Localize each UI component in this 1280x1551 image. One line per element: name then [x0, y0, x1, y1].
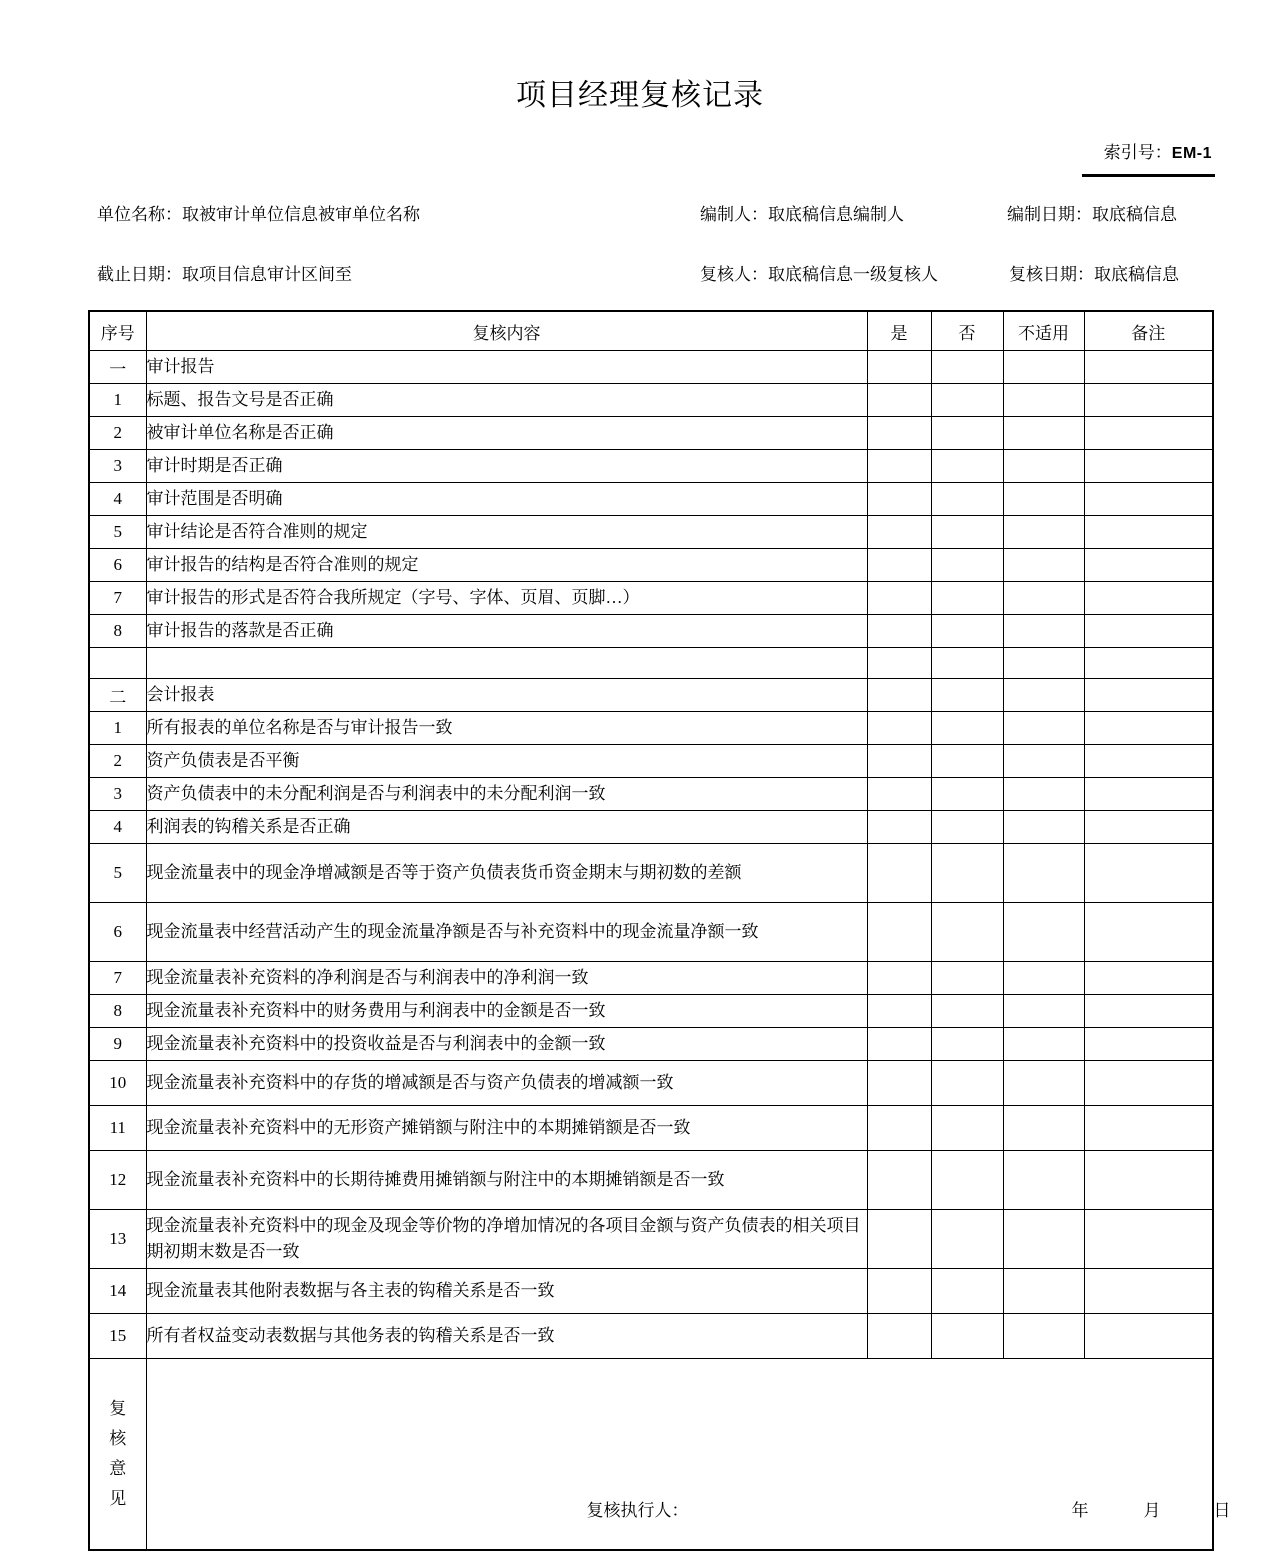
cell-yes[interactable]	[867, 1151, 931, 1210]
table-row	[89, 1106, 1213, 1151]
cell-yes[interactable]	[867, 962, 931, 995]
row-content: 标题、报告文号是否正确	[146, 384, 867, 417]
row-number: 3	[89, 450, 146, 483]
cell-yes[interactable]	[867, 679, 931, 712]
cell-yes[interactable]	[867, 450, 931, 483]
cell-remark[interactable]	[1084, 679, 1213, 712]
cell-remark[interactable]	[1084, 351, 1213, 384]
cell-remark[interactable]	[1084, 483, 1213, 516]
cell-remark[interactable]	[1084, 1210, 1213, 1269]
row-number: 13	[89, 1210, 146, 1269]
cell-no[interactable]	[931, 417, 1003, 450]
table-row	[89, 615, 1213, 648]
row-content	[146, 648, 867, 679]
header-na: 不适用	[1003, 311, 1084, 351]
cell-no[interactable]	[931, 483, 1003, 516]
row-number: 7	[89, 582, 146, 615]
opinion-label-char: 复	[109, 1399, 127, 1418]
cell-no[interactable]	[931, 648, 1003, 679]
table-row	[89, 745, 1213, 778]
row-number: 二	[89, 679, 146, 712]
cell-no[interactable]	[931, 712, 1003, 745]
cell-na[interactable]	[1003, 712, 1084, 745]
row-number: 9	[89, 1028, 146, 1061]
row-number: 7	[89, 962, 146, 995]
table-row	[89, 384, 1213, 417]
row-content: 被审计单位名称是否正确	[146, 417, 867, 450]
cell-yes[interactable]	[867, 745, 931, 778]
row-content: 现金流量表其他附表数据与各主表的钩稽关系是否一致	[146, 1269, 867, 1314]
cell-na[interactable]	[1003, 995, 1084, 1028]
cell-remark[interactable]	[1084, 745, 1213, 778]
cell-remark[interactable]	[1084, 1061, 1213, 1106]
cell-na[interactable]	[1003, 903, 1084, 962]
cell-na[interactable]	[1003, 1028, 1084, 1061]
cell-yes[interactable]	[867, 417, 931, 450]
cell-no[interactable]	[931, 811, 1003, 844]
table-row	[89, 582, 1213, 615]
row-content: 审计时期是否正确	[146, 450, 867, 483]
cell-na[interactable]	[1003, 679, 1084, 712]
month-label: 月	[1143, 1501, 1161, 1520]
deadline-date-field: 截止日期：取项目信息审计区间至	[97, 265, 352, 284]
table-row	[89, 483, 1213, 516]
row-number: 4	[89, 811, 146, 844]
cell-yes[interactable]	[867, 1269, 931, 1314]
opinion-row	[89, 1359, 1213, 1551]
cell-no[interactable]	[931, 1151, 1003, 1210]
row-content: 现金流量表中的现金净增减额是否等于资产负债表货币资金期末与期初数的差额	[146, 844, 867, 903]
table-row	[89, 903, 1213, 962]
opinion-label	[109, 1394, 126, 1514]
cell-remark[interactable]	[1084, 1151, 1213, 1210]
cell-yes[interactable]	[867, 549, 931, 582]
table-row	[89, 450, 1213, 483]
table-row	[89, 844, 1213, 903]
index-underline	[1082, 174, 1215, 177]
header-no: 序号	[89, 311, 146, 351]
cell-remark[interactable]	[1084, 549, 1213, 582]
cell-yes[interactable]	[867, 1028, 931, 1061]
table-row	[89, 516, 1213, 549]
cell-yes[interactable]	[867, 1314, 931, 1359]
header-yes: 是	[867, 311, 931, 351]
cell-remark[interactable]	[1084, 903, 1213, 962]
table-row	[89, 1269, 1213, 1314]
cell-na[interactable]	[1003, 417, 1084, 450]
row-number	[89, 648, 146, 679]
row-number: 4	[89, 483, 146, 516]
cell-remark[interactable]	[1084, 712, 1213, 745]
table-row	[89, 417, 1213, 450]
cell-no[interactable]	[931, 582, 1003, 615]
row-number: 5	[89, 516, 146, 549]
row-content: 现金流量表补充资料中的无形资产摊销额与附注中的本期摊销额是否一致	[146, 1106, 867, 1151]
row-content: 审计结论是否符合准则的规定	[146, 516, 867, 549]
opinion-label-char: 核	[109, 1429, 127, 1448]
cell-na[interactable]	[1003, 1151, 1084, 1210]
opinion-content-cell[interactable]	[146, 1359, 1231, 1551]
cell-na[interactable]	[1003, 745, 1084, 778]
review-date-field: 复核日期：取底稿信息	[1009, 265, 1179, 284]
cell-remark[interactable]	[1084, 1106, 1213, 1151]
table-header-row	[89, 311, 1213, 351]
opinion-label-char: 意	[109, 1459, 127, 1478]
cell-na[interactable]	[1003, 483, 1084, 516]
row-number: 2	[89, 417, 146, 450]
cell-no[interactable]	[931, 1210, 1003, 1269]
cell-remark[interactable]	[1084, 384, 1213, 417]
cell-no[interactable]	[931, 516, 1003, 549]
row-number: 6	[89, 903, 146, 962]
row-content: 会计报表	[146, 679, 867, 712]
table-row	[89, 1028, 1213, 1061]
cell-no[interactable]	[931, 778, 1003, 811]
review-checklist-table	[88, 310, 1231, 1551]
table-body	[89, 351, 1213, 1359]
row-number: 12	[89, 1151, 146, 1210]
row-content: 现金流量表补充资料中的投资收益是否与利润表中的金额一致	[146, 1028, 867, 1061]
row-content: 审计报告的结构是否符合准则的规定	[146, 549, 867, 582]
cell-yes[interactable]	[867, 995, 931, 1028]
row-number: 11	[89, 1106, 146, 1151]
cell-na[interactable]	[1003, 1269, 1084, 1314]
page-title: 项目经理复核记录	[516, 79, 764, 112]
row-content: 利润表的钩稽关系是否正确	[146, 811, 867, 844]
cell-na[interactable]	[1003, 1061, 1084, 1106]
preparer-field: 编制人：取底稿信息编制人	[700, 205, 904, 224]
table-row	[89, 1314, 1213, 1359]
table-row	[89, 1061, 1213, 1106]
cell-no[interactable]	[931, 615, 1003, 648]
row-number: 14	[89, 1269, 146, 1314]
row-content: 资产负债表中的未分配利润是否与利润表中的未分配利润一致	[146, 778, 867, 811]
row-content: 审计报告的形式是否符合我所规定（字号、字体、页眉、页脚…）	[146, 582, 867, 615]
prepare-date-field: 编制日期：取底稿信息	[1007, 205, 1177, 224]
cell-remark[interactable]	[1084, 1269, 1213, 1314]
opinion-label-cell	[89, 1359, 146, 1551]
cell-remark[interactable]	[1084, 778, 1213, 811]
row-content: 现金流量表补充资料中的财务费用与利润表中的金额是否一致	[146, 995, 867, 1028]
index-label: 索引号：	[1103, 143, 1172, 162]
row-content: 现金流量表补充资料中的长期待摊费用摊销额与附注中的本期摊销额是否一致	[146, 1151, 867, 1210]
cell-no[interactable]	[931, 1061, 1003, 1106]
cell-yes[interactable]	[867, 351, 931, 384]
cell-remark[interactable]	[1084, 811, 1213, 844]
cell-yes[interactable]	[867, 903, 931, 962]
cell-remark[interactable]	[1084, 1028, 1213, 1061]
row-content: 现金流量表补充资料的净利润是否与利润表中的净利润一致	[146, 962, 867, 995]
row-number: 1	[89, 712, 146, 745]
cell-remark[interactable]	[1084, 516, 1213, 549]
reviewer-field: 复核人：取底稿信息一级复核人	[700, 265, 938, 284]
header-remark: 备注	[1084, 311, 1213, 351]
row-number: 15	[89, 1314, 146, 1359]
cell-na[interactable]	[1003, 450, 1084, 483]
table-row	[89, 811, 1213, 844]
cell-no[interactable]	[931, 679, 1003, 712]
cell-na[interactable]	[1003, 811, 1084, 844]
unit-name-field: 单位名称：取被审计单位信息被审单位名称	[97, 205, 420, 224]
cell-na[interactable]	[1003, 351, 1084, 384]
row-content: 现金流量表补充资料中的现金及现金等价物的净增加情况的各项目金额与资产负债表的相关项目期初期末数是否一致	[146, 1210, 867, 1269]
cell-yes[interactable]	[867, 778, 931, 811]
row-number: 3	[89, 778, 146, 811]
cell-na[interactable]	[1003, 1106, 1084, 1151]
opinion-label-char: 见	[109, 1489, 127, 1508]
table-row	[89, 549, 1213, 582]
table-row	[89, 1210, 1213, 1269]
row-content: 所有者权益变动表数据与其他务表的钩稽关系是否一致	[146, 1314, 867, 1359]
cell-remark[interactable]	[1084, 962, 1213, 995]
cell-no[interactable]	[931, 1028, 1003, 1061]
header-content: 复核内容	[146, 311, 867, 351]
cell-na[interactable]	[1003, 1210, 1084, 1269]
row-content: 审计报告的落款是否正确	[146, 615, 867, 648]
cell-remark[interactable]	[1084, 582, 1213, 615]
cell-no[interactable]	[931, 1106, 1003, 1151]
cell-no[interactable]	[931, 995, 1003, 1028]
day-label: 日	[1213, 1501, 1231, 1520]
cell-na[interactable]	[1003, 844, 1084, 903]
row-number: 5	[89, 844, 146, 903]
cell-no[interactable]	[931, 844, 1003, 903]
cell-no[interactable]	[931, 903, 1003, 962]
cell-na[interactable]	[1003, 648, 1084, 679]
cell-na[interactable]	[1003, 549, 1084, 582]
table-row	[89, 995, 1213, 1028]
cell-yes[interactable]	[867, 582, 931, 615]
cell-yes[interactable]	[867, 615, 931, 648]
opinion-input-area[interactable]	[147, 1359, 1231, 1549]
table-row	[89, 962, 1213, 995]
row-number: 8	[89, 995, 146, 1028]
cell-no[interactable]	[931, 549, 1003, 582]
cell-remark[interactable]	[1084, 417, 1213, 450]
cell-na[interactable]	[1003, 384, 1084, 417]
cell-no[interactable]	[931, 1314, 1003, 1359]
cell-yes[interactable]	[867, 1061, 931, 1106]
table-row	[89, 1151, 1213, 1210]
cell-yes[interactable]	[867, 384, 931, 417]
cell-yes[interactable]	[867, 483, 931, 516]
table-row	[89, 778, 1213, 811]
cell-yes[interactable]	[867, 712, 931, 745]
row-content: 资产负债表是否平衡	[146, 745, 867, 778]
row-number: 8	[89, 615, 146, 648]
cell-na[interactable]	[1003, 516, 1084, 549]
cell-no[interactable]	[931, 962, 1003, 995]
cell-yes[interactable]	[867, 844, 931, 903]
row-number: 6	[89, 549, 146, 582]
year-label: 年	[1071, 1501, 1089, 1520]
cell-no[interactable]	[931, 745, 1003, 778]
row-content: 现金流量表补充资料中的存货的增减额是否与资产负债表的增减额一致	[146, 1061, 867, 1106]
row-number: 2	[89, 745, 146, 778]
cell-yes[interactable]	[867, 1210, 931, 1269]
row-number: 一	[89, 351, 146, 384]
cell-yes[interactable]	[867, 648, 931, 679]
cell-na[interactable]	[1003, 1314, 1084, 1359]
cell-na[interactable]	[1003, 962, 1084, 995]
cell-na[interactable]	[1003, 582, 1084, 615]
executor-label: 复核执行人：	[586, 1501, 689, 1520]
cell-yes[interactable]	[867, 516, 931, 549]
cell-remark[interactable]	[1084, 995, 1213, 1028]
cell-yes[interactable]	[867, 1106, 931, 1151]
header-no-col: 否	[931, 311, 1003, 351]
cell-na[interactable]	[1003, 778, 1084, 811]
cell-no[interactable]	[931, 351, 1003, 384]
cell-na[interactable]	[1003, 615, 1084, 648]
row-content: 审计范围是否明确	[146, 483, 867, 516]
cell-no[interactable]	[931, 450, 1003, 483]
index-value: EM-1	[1171, 145, 1212, 162]
cell-remark[interactable]	[1084, 844, 1213, 903]
table-row	[89, 648, 1213, 679]
row-content: 现金流量表中经营活动产生的现金流量净额是否与补充资料中的现金流量净额一致	[146, 903, 867, 962]
cell-remark[interactable]	[1084, 615, 1213, 648]
table-section-row	[89, 679, 1213, 712]
row-number: 10	[89, 1061, 146, 1106]
cell-remark[interactable]	[1084, 1314, 1213, 1359]
table-section-row	[89, 351, 1213, 384]
cell-no[interactable]	[931, 1269, 1003, 1314]
row-number: 1	[89, 384, 146, 417]
cell-remark[interactable]	[1084, 648, 1213, 679]
index-number	[0, 141, 1212, 166]
row-content: 审计报告	[146, 351, 867, 384]
cell-no[interactable]	[931, 384, 1003, 417]
cell-remark[interactable]	[1084, 450, 1213, 483]
table-row	[89, 712, 1213, 745]
cell-yes[interactable]	[867, 811, 931, 844]
row-content: 所有报表的单位名称是否与审计报告一致	[146, 712, 867, 745]
